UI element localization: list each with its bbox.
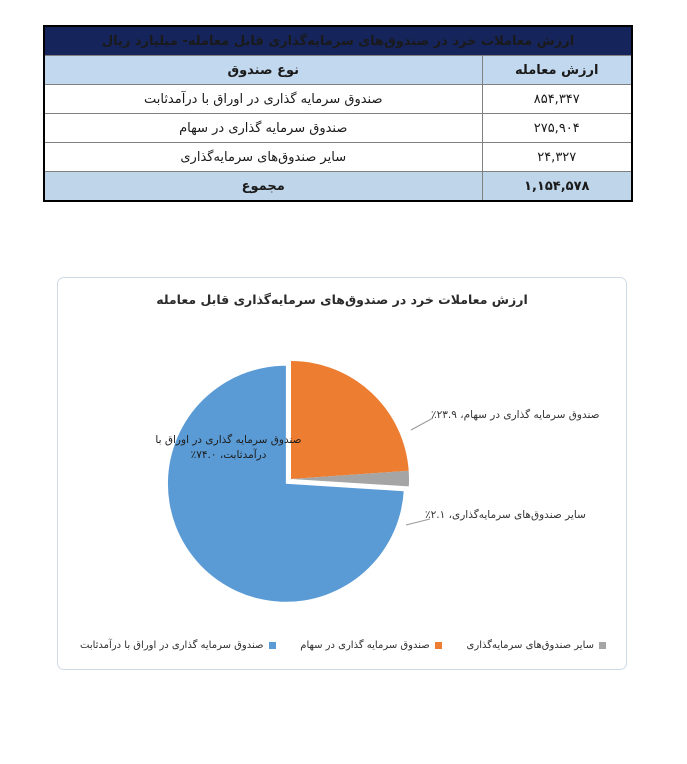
cell-name-equity: صندوق سرمایه گذاری در سهام bbox=[44, 114, 482, 143]
legend-label-other: سایر صندوق‌های سرمایه‌گذاری bbox=[466, 640, 594, 651]
cell-value-fixed-income: ۸۵۴,۳۴۷ bbox=[482, 85, 632, 114]
legend-swatch-fixed-income-icon bbox=[269, 642, 276, 649]
column-header-name: نوع صندوق bbox=[44, 56, 482, 85]
pie-label-equity: صندوق سرمایه گذاری در سهام، ۲۳.۹٪ bbox=[431, 409, 600, 421]
pie-chart-frame bbox=[57, 277, 627, 670]
legend-item-fixed-income[interactable] bbox=[80, 640, 276, 651]
legend-label-fixed-income: صندوق سرمایه گذاری در اوراق با درآمدثابت bbox=[80, 640, 264, 651]
fund-value-table-container bbox=[45, 25, 633, 202]
fund-value-table bbox=[43, 25, 633, 202]
table-row bbox=[44, 114, 632, 143]
legend-swatch-other-icon bbox=[599, 642, 606, 649]
legend-label-equity: صندوق سرمایه گذاری در سهام bbox=[300, 640, 430, 651]
pie-label-fixed-income-line2: درآمدثابت، ۷۴.۰٪ bbox=[190, 449, 267, 462]
legend-swatch-equity-icon bbox=[435, 642, 442, 649]
cell-name-other: سایر صندوق‌های سرمایه‌گذاری bbox=[44, 143, 482, 172]
pie-label-fixed-income-line1: صندوق سرمایه گذاری در اوراق با bbox=[155, 434, 302, 446]
table-title: ارزش معاملات خرد در صندوق‌های سرمایه‌گذاری قابل معامله- میلیارد ریال bbox=[44, 26, 632, 56]
chart-title: ارزش معاملات خرد در صندوق‌های سرمایه‌گذاری قابل معامله bbox=[156, 292, 528, 307]
legend-item-other[interactable] bbox=[467, 640, 606, 651]
cell-total-label: مجموع bbox=[44, 172, 482, 202]
leader-line-equity bbox=[411, 418, 433, 430]
pie-slice-equity bbox=[291, 361, 409, 479]
table-row bbox=[44, 85, 632, 114]
cell-value-other: ۲۴,۳۲۷ bbox=[482, 143, 632, 172]
column-header-value: ارزش معامله bbox=[482, 56, 632, 85]
table-total-row bbox=[44, 172, 632, 202]
table-title-row bbox=[44, 26, 632, 56]
pie-label-fixed-income bbox=[151, 433, 306, 463]
pie-label-other: سایر صندوق‌های سرمایه‌گذاری، ۲.۱٪ bbox=[425, 509, 586, 521]
cell-name-fixed-income: صندوق سرمایه گذاری در اوراق با درآمدثابت bbox=[44, 85, 482, 114]
table-header-row bbox=[44, 56, 632, 85]
cell-total-value: ۱,۱۵۴,۵۷۸ bbox=[482, 172, 632, 202]
table-row bbox=[44, 143, 632, 172]
cell-value-equity: ۲۷۵,۹۰۴ bbox=[482, 114, 632, 143]
chart-legend bbox=[80, 640, 606, 651]
legend-item-equity[interactable] bbox=[300, 640, 441, 651]
pie-chart-graphic bbox=[58, 278, 628, 671]
